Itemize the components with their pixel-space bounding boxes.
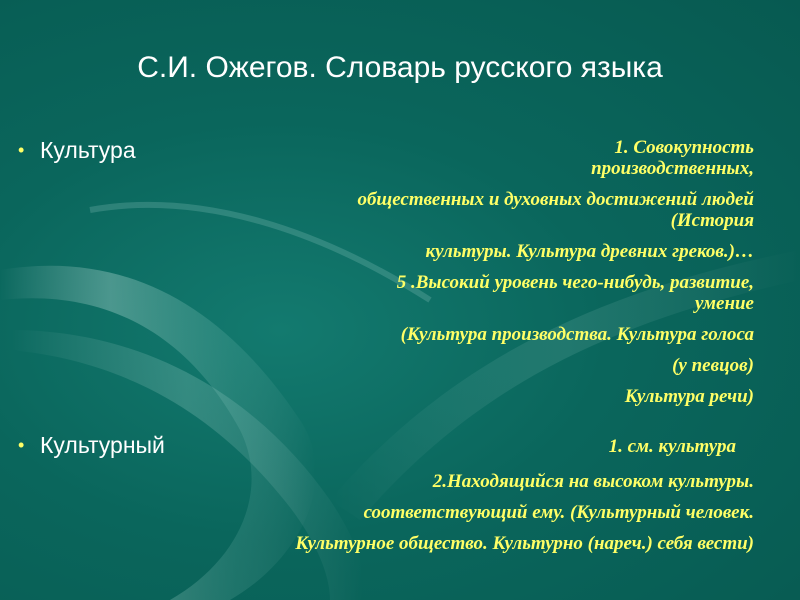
definition-line: культуры. Культура древних греков.)… <box>425 241 754 262</box>
definition-line: соответствующий ему. (Культурный человек. <box>363 502 754 523</box>
term-label: Культура <box>40 137 136 163</box>
bullet-icon: • <box>18 140 25 160</box>
definition-line: 2.Находящийся на высоком культуры. <box>432 471 754 492</box>
definition-line: 1. Совокупность производственных, <box>591 137 754 179</box>
term-kultura <box>18 136 136 164</box>
definition-line: (у певцов) <box>672 355 754 376</box>
definition-line: Культура речи) <box>624 386 754 407</box>
definition-line: 5 .Высокий уровень чего-нибудь, развитие, умение <box>396 272 754 314</box>
definition-kulturny <box>154 436 754 554</box>
term-kulturny <box>18 431 165 459</box>
bullet-icon: • <box>18 435 25 455</box>
definition-line: общественных и духовных достижений людей (История <box>357 189 754 231</box>
definition-line: Культурное общество. Культурно (нареч.) себя вести) <box>295 533 754 554</box>
definition-line: (Культура производства. Культура голоса <box>400 324 754 345</box>
term-label: Культурный <box>40 432 165 458</box>
slide-title: С.И. Ожегов. Словарь русского языка <box>137 51 663 84</box>
definition-line: 1. см. культура <box>608 436 736 457</box>
definition-kultura <box>154 137 754 407</box>
